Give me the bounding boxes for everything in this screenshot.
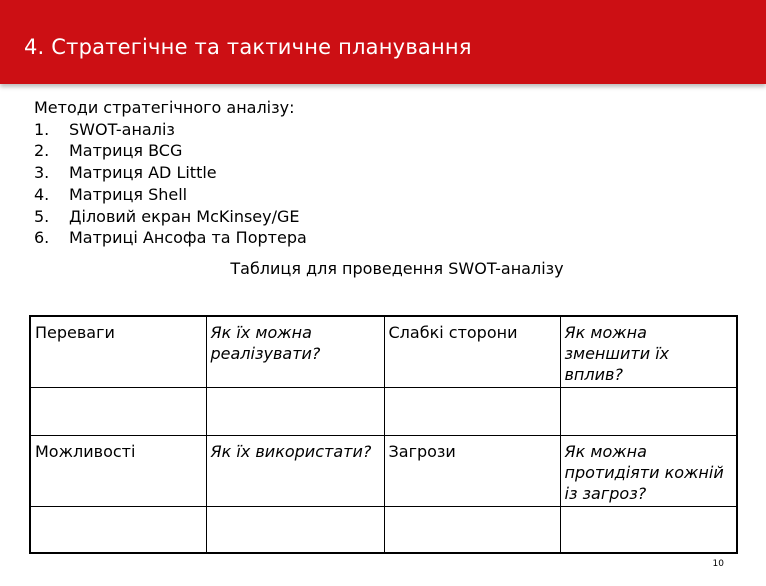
list-item-text: SWOT-аналіз bbox=[69, 119, 175, 139]
list-item-number: 1. bbox=[34, 119, 50, 139]
list-item-text: Матриця AD Little bbox=[69, 163, 217, 183]
slide-title: 4. Стратегічне та тактичне планування bbox=[24, 35, 472, 59]
table-caption: Таблиця для проведення SWOT-аналізу bbox=[230, 259, 564, 278]
swot-cell-empty bbox=[30, 506, 206, 553]
swot-cell-strengths-question: Як їх можна реалізувати? bbox=[206, 316, 384, 387]
list-item-text: Матриця Shell bbox=[69, 184, 188, 204]
list-item-number: 3. bbox=[34, 163, 50, 183]
list-item-text: Діловий екран McKinsey/GE bbox=[69, 206, 300, 226]
table-row bbox=[30, 316, 737, 387]
list-item-number: 4. bbox=[34, 184, 50, 204]
slide-content bbox=[34, 97, 307, 249]
swot-cell-opportunities: Можливості bbox=[30, 435, 206, 506]
list-item bbox=[34, 184, 307, 206]
swot-cell-weaknesses-question: Як можна зменшити їх вплив? bbox=[560, 316, 737, 387]
swot-cell-threats: Загрози bbox=[384, 435, 560, 506]
list-item-text: Матриці Ансофа та Портера bbox=[69, 228, 307, 248]
list-item bbox=[34, 227, 307, 249]
swot-cell-empty bbox=[560, 506, 737, 553]
table-row bbox=[30, 435, 737, 506]
title-bar bbox=[0, 0, 766, 84]
swot-cell-empty bbox=[30, 387, 206, 435]
swot-cell-empty bbox=[560, 387, 737, 435]
methods-list bbox=[34, 119, 307, 249]
swot-cell-opportunities-question: Як їх використати? bbox=[206, 435, 384, 506]
swot-cell-weaknesses: Слабкі сторони bbox=[384, 316, 560, 387]
swot-cell-empty bbox=[384, 506, 560, 553]
swot-table bbox=[29, 315, 738, 554]
swot-cell-empty bbox=[384, 387, 560, 435]
methods-intro: Методи стратегічного аналізу: bbox=[34, 98, 295, 117]
list-item-number: 2. bbox=[34, 141, 50, 161]
swot-cell-empty bbox=[206, 506, 384, 553]
swot-cell-strengths: Переваги bbox=[30, 316, 206, 387]
list-item bbox=[34, 140, 307, 162]
table-row bbox=[30, 506, 737, 553]
list-item-number: 6. bbox=[34, 228, 50, 248]
swot-cell-empty bbox=[206, 387, 384, 435]
list-item-number: 5. bbox=[34, 206, 50, 226]
list-item bbox=[34, 119, 307, 141]
list-item-text: Матриця BCG bbox=[69, 141, 183, 161]
swot-cell-threats-question: Як можна протидіяти кожній із загроз? bbox=[560, 435, 737, 506]
list-item bbox=[34, 206, 307, 228]
list-item bbox=[34, 162, 307, 184]
page-number: 10 bbox=[712, 559, 724, 569]
table-row bbox=[30, 387, 737, 435]
